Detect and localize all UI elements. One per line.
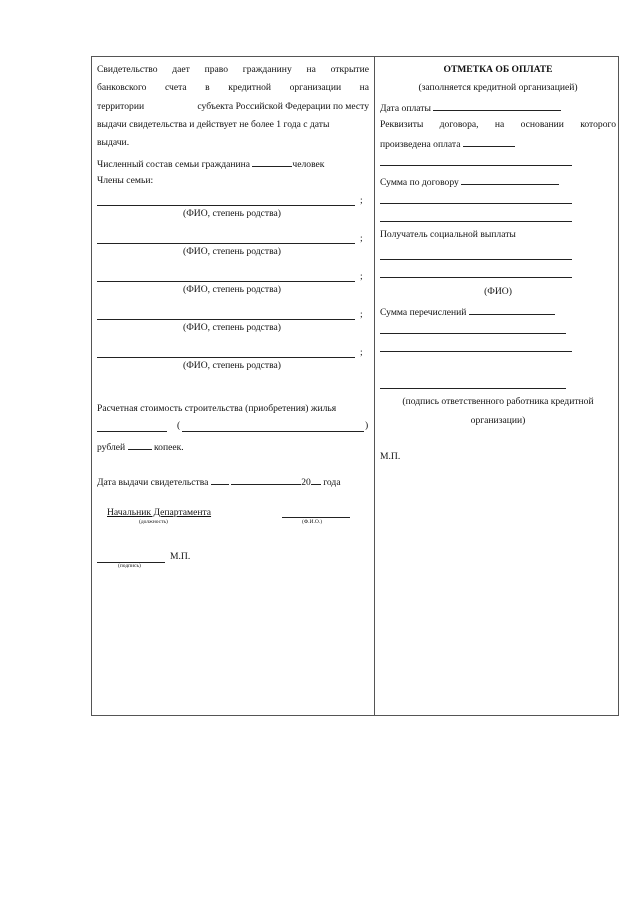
kopecks-blank[interactable]: [128, 440, 152, 450]
bank-stamp-label: М.П.: [380, 451, 401, 462]
transfer-sum-blank-3[interactable]: [380, 351, 572, 352]
signer-position-caption: (должность): [139, 519, 168, 525]
intro-line-4: выдачи свидетельства и действует не более 1 года с даты: [97, 119, 330, 130]
family-member-line[interactable]: [97, 205, 355, 206]
cost-close-paren: ): [365, 420, 369, 431]
housing-cost-label: Расчетная стоимость строительства (приобретения) жилья: [97, 403, 337, 414]
cost-open-paren: (: [177, 420, 181, 431]
family-member-line[interactable]: [97, 243, 355, 244]
signer-position: Начальник Департамента: [107, 507, 212, 518]
issue-month-blank[interactable]: [231, 475, 301, 485]
payment-date-blank[interactable]: [433, 101, 561, 111]
contract-sum-blank-3[interactable]: [380, 221, 572, 222]
contract-sum-field: Сумма по договору: [380, 175, 559, 189]
intro-line-3: территории субъекта Российской Федерации по месту: [97, 101, 369, 112]
member-semicolon: ;: [360, 233, 363, 244]
member-semicolon: ;: [360, 195, 363, 206]
family-member-line[interactable]: [97, 319, 355, 320]
officer-signature-caption-2: организации): [470, 415, 526, 426]
issue-day-blank[interactable]: [211, 475, 229, 485]
family-member-line[interactable]: [97, 357, 355, 358]
signer-name-blank[interactable]: [282, 517, 350, 518]
family-size-field: Численный состав семьи гражданина человек: [97, 159, 325, 170]
signature-caption: (подпись): [118, 563, 141, 569]
member-caption: (ФИО, степень родства): [183, 322, 281, 333]
payment-date-field: Дата оплаты: [380, 101, 561, 115]
contract-sum-blank-2[interactable]: [380, 203, 572, 204]
contract-details-blank[interactable]: [380, 165, 572, 166]
payment-title: ОТМЕТКА ОБ ОПЛАТЕ: [443, 64, 553, 75]
recipient-blank[interactable]: [380, 259, 572, 260]
intro-line-1: Свидетельство дает право гражданину на открытие: [97, 64, 369, 75]
member-semicolon: ;: [360, 309, 363, 320]
housing-cost-words-blank[interactable]: [182, 431, 364, 432]
family-size-blank[interactable]: [252, 157, 292, 167]
issue-year-blank[interactable]: [311, 475, 321, 485]
member-caption: (ФИО, степень родства): [183, 360, 281, 371]
contract-sum-blank[interactable]: [461, 175, 559, 185]
signer-name-caption: (Ф.И.О.): [302, 519, 323, 525]
payment-subtitle: (заполняется кредитной организацией): [418, 82, 578, 93]
column-divider: [374, 57, 375, 715]
officer-signature-caption-1: (подпись ответственного работника кредитной: [402, 396, 594, 407]
member-semicolon: ;: [360, 271, 363, 282]
intro-line-2: банковского счета в кредитной организации на: [97, 82, 369, 93]
fio-caption: (ФИО): [484, 286, 512, 297]
stamp-label: М.П.: [170, 551, 191, 562]
member-semicolon: ;: [360, 347, 363, 358]
member-caption: (ФИО, степень родства): [183, 208, 281, 219]
intro-line-5: выдачи.: [97, 137, 130, 148]
family-member-line[interactable]: [97, 281, 355, 282]
payment-made-field: произведена оплата: [380, 137, 515, 151]
officer-signature-blank[interactable]: [380, 388, 566, 389]
housing-cost-amount-blank[interactable]: [97, 431, 167, 432]
housing-cost-currency: рублей копеек.: [97, 442, 184, 453]
transfer-sum-field: Сумма перечислений: [380, 305, 555, 319]
transfer-sum-blank[interactable]: [469, 305, 555, 315]
recipient-label: Получатель социальной выплаты: [380, 229, 516, 240]
certificate-form: [91, 56, 619, 716]
contract-details-line: Реквизиты договора, на основании которого: [380, 119, 616, 130]
issue-date-field: Дата выдачи свидетельства 20 года: [97, 477, 341, 488]
payment-made-blank[interactable]: [463, 137, 515, 147]
member-caption: (ФИО, степень родства): [183, 284, 281, 295]
family-members-label: Члены семьи:: [97, 175, 154, 186]
transfer-sum-blank-2[interactable]: [380, 333, 566, 334]
recipient-blank-2[interactable]: [380, 277, 572, 278]
member-caption: (ФИО, степень родства): [183, 246, 281, 257]
